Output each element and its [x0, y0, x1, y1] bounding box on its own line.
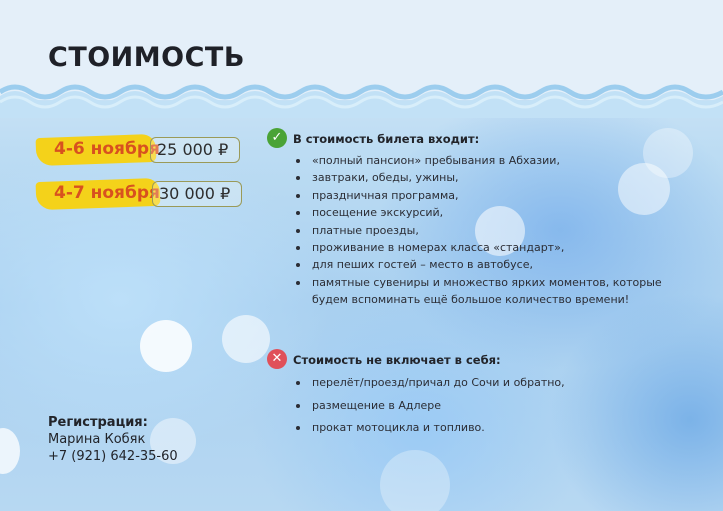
excluded-list — [292, 372, 565, 440]
bokeh-light — [140, 320, 192, 372]
included-title: В стоимость билета входит: — [293, 132, 480, 146]
contact-name: Марина Кобяк — [48, 432, 146, 447]
price-amount: 25 000 ₽ — [150, 137, 240, 163]
price-row-2 — [36, 178, 246, 210]
included-list — [292, 152, 662, 291]
list-item: посещение экскурсий, — [292, 204, 662, 221]
registration-block — [48, 414, 178, 465]
list-item: проживание в номерах класса «стандарт», — [292, 239, 662, 256]
page-title: СТОИМОСТЬ — [48, 42, 245, 73]
list-item: памятные сувениры и множество ярких моментов, которые — [292, 274, 662, 291]
list-item: праздничная программа, — [292, 187, 662, 204]
bokeh-light — [0, 428, 20, 474]
list-item: платные проезды, — [292, 222, 662, 239]
registration-label: Регистрация: — [48, 415, 148, 430]
check-circle-icon: ✓ — [267, 128, 287, 148]
price-row-1 — [36, 134, 246, 166]
contact-phone[interactable]: +7 (921) 642-35-60 — [48, 449, 178, 464]
date-range: 4-7 ноября — [54, 183, 160, 203]
wave-decoration — [0, 78, 723, 118]
bokeh-light — [222, 315, 270, 363]
list-item: «полный пансион» пребывания в Абхазии, — [292, 152, 662, 169]
bokeh-light — [380, 450, 450, 511]
list-item: прокат мотоцикла и топливо. — [292, 417, 565, 440]
excluded-title: Стоимость не включает в себя: — [293, 353, 501, 367]
list-item: для пеших гостей – место в автобусе, — [292, 256, 662, 273]
price-amount: 30 000 ₽ — [152, 181, 242, 207]
date-range: 4-6 ноября — [54, 139, 160, 159]
list-item-continuation: будем вспоминать ещё большое количество времени! — [312, 293, 630, 306]
cross-circle-icon: ✕ — [267, 349, 287, 369]
list-item: завтраки, обеды, ужины, — [292, 169, 662, 186]
list-item: перелёт/проезд/причал до Сочи и обратно, — [292, 372, 565, 395]
list-item: размещение в Адлере — [292, 395, 565, 418]
